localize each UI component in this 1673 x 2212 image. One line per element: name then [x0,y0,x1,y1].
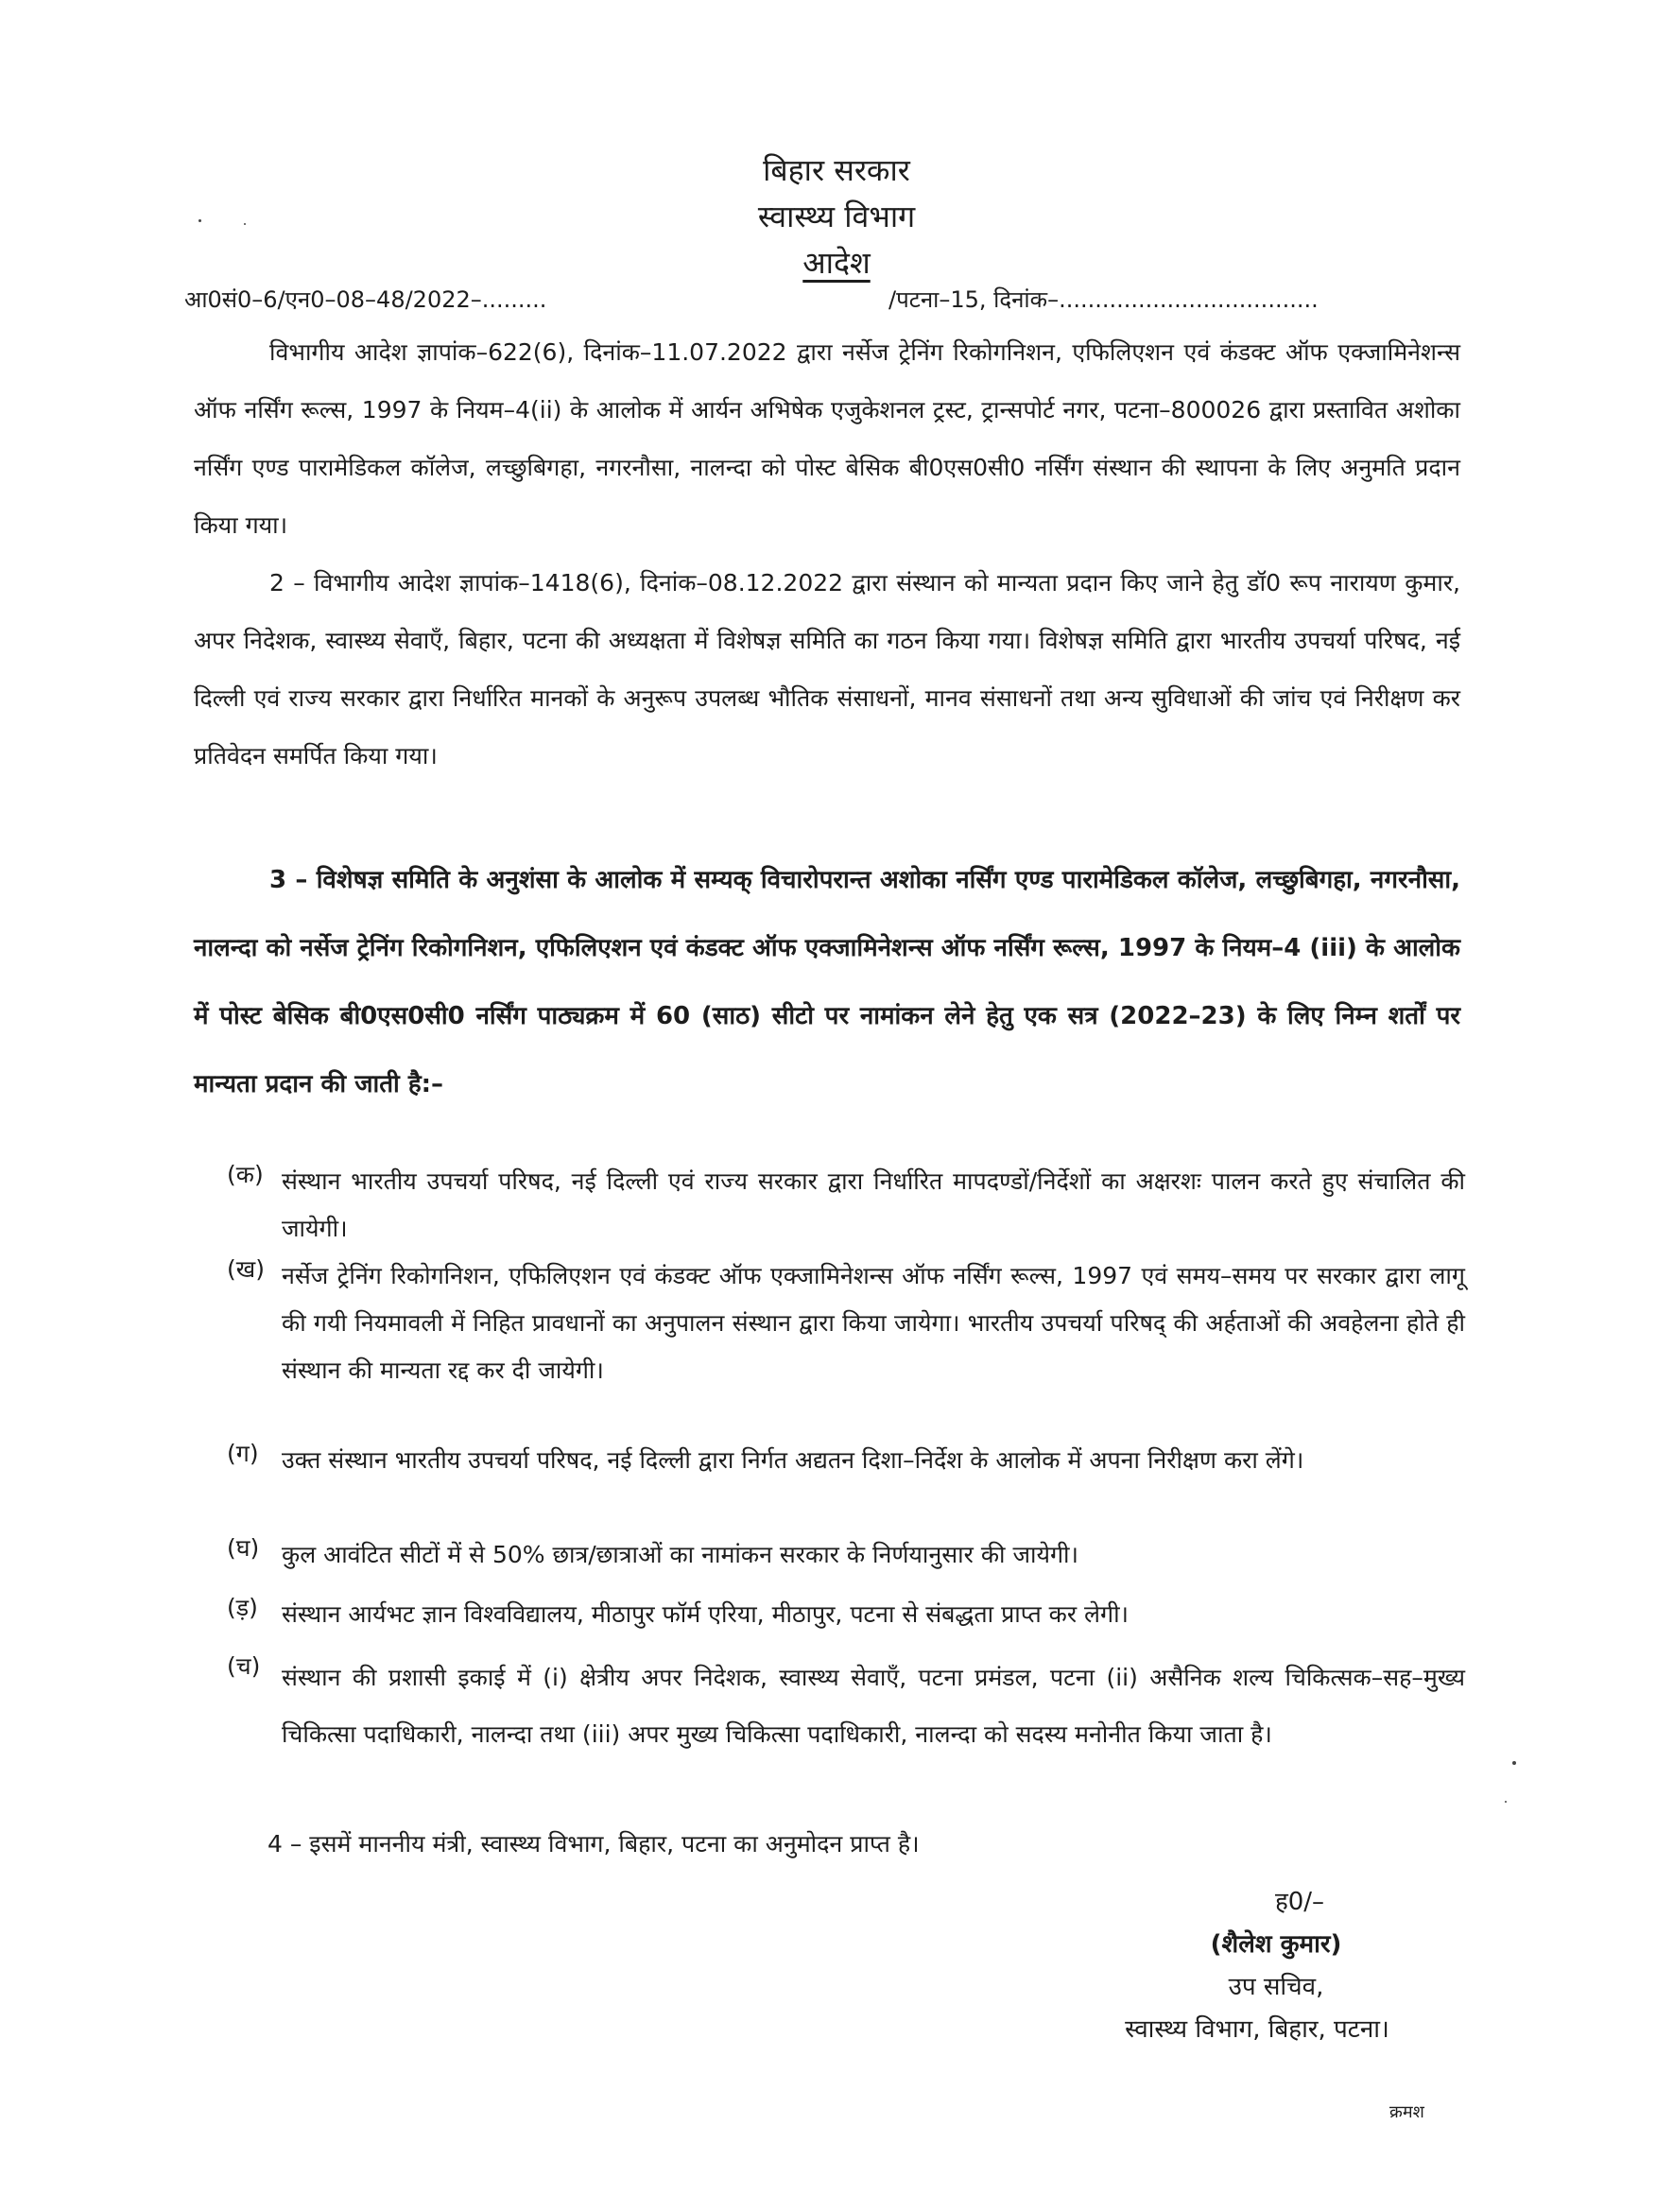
condition-ga [227,1437,1465,1484]
department-heading: स्वास्थ्य विभाग [757,199,916,234]
condition-label: (क) [227,1161,264,1188]
condition-label: (ग) [227,1440,259,1467]
continued-note: क्रमश [1389,2102,1424,2122]
signatory-office: स्वास्थ्य विभाग, बिहार, पटना। [1125,2015,1389,2044]
signed-mark: ह0/– [1274,1888,1325,1916]
order-number: आ0सं0–6/एन0–08–48/2022–......... [184,286,547,313]
paragraph-1 [194,323,1460,554]
condition-text: नर्सेज ट्रेनिंग रिकोगनिशन, एफिलिएशन एवं कंडक्ट ऑफ एक्जामिनेशन्स ऑफ नर्सिंग रूल्स, 1997 एवं समय–समय पर सरकार द्वारा लागू की गयी नियमावली में निहित प्रावधानों का अनुपालन संस्थान द्वारा किया जायेगा। भारतीय उपचर्या परिषद् की अर्हताओं की अवहेलना होते ही संस्थान की मान्यता रद्द कर दी जायेगी। [282,1262,1465,1384]
paragraph-3 [194,846,1460,1118]
condition-nga [227,1591,1465,1638]
scan-speck [244,223,246,225]
condition-text: उक्त संस्थान भारतीय उपचर्या परिषद, नई दिल्ली द्वारा निर्गत अद्यतन दिशा–निर्देश के आलोक में अपना निरीक्षण करा लेंगे। [282,1446,1304,1474]
paragraph-2 [194,554,1460,785]
government-heading: बिहार सरकार [763,152,910,188]
condition-text: संस्थान भारतीय उपचर्या परिषद, नई दिल्ली एवं राज्य सरकार द्वारा निर्धारित मापदण्डों/निर्देशों का अक्षरशः पालन करते हुए संचालित की जायेगी। [282,1167,1465,1242]
paragraph-1-text: विभागीय आदेश ज्ञापांक–622(6), दिनांक–11.07.2022 द्वारा नर्सेज ट्रेनिंग रिकोगनिशन, एफिलिएशन एवं कंडक्ट ऑफ एक्जामिनेशन्स ऑफ नर्सिंग रूल्स, 1997 के नियम–4(ii) के आलोक में आर्यन अभिषेक एजुकेशनल ट्रस्ट, ट्रान्सपोर्ट नगर, पटना–800026 द्वारा प्रस्तावित अशोका नर्सिंग एण्ड पारामेडिकल कॉलेज, लच्छुबिगहा, नगरनौसा, नालन्दा को पोस्ट बेसिक बी0एस0सी0 नर्सिंग संस्थान की स्थापना के लिए अनुमति प्रदान किया गया। [194,338,1460,539]
signatory-designation: उप सचिव, [1228,1973,1324,2001]
condition-kha [227,1253,1465,1394]
scan-speck [198,219,201,222]
condition-label: (घ) [227,1534,260,1562]
paragraph-3-text: 3 – विशेषज्ञ समिति के अनुशंसा के आलोक में सम्यक् विचारोपरान्त अशोका नर्सिंग एण्ड पारामेडिकल कॉलेज, लच्छुबिगहा, नगरनौसा, नालन्दा को नर्सेज ट्रेनिंग रिकोगनिशन, एफिलिएशन एवं कंडक्ट ऑफ एक्जामिनेशन्स ऑफ नर्सिंग रूल्स, 1997 के नियम–4 (iii) के आलोक में पोस्ट बेसिक बी0एस0सी0 नर्सिंग पाठ्यक्रम में 60 (साठ) सीटो पर नामांकन लेने हेतु एक सत्र (2022–23) के लिए निम्न शर्तों पर मान्यता प्रदान की जाती है:– [194,866,1460,1098]
scan-speck [1505,1801,1507,1803]
condition-label: (च) [227,1652,261,1680]
scan-speck [1512,1761,1516,1765]
condition-label: (ख) [227,1255,265,1283]
signature-block [1078,1881,1437,2051]
order-title [0,242,1673,283]
paragraph-2-text: 2 – विभागीय आदेश ज्ञापांक–1418(6), दिनांक–08.12.2022 द्वारा संस्थान को मान्यता प्रदान किए जाने हेतु डॉ0 रूप नारायण कुमार, अपर निदेशक, स्वास्थ्य सेवाएँ, बिहार, पटना की अध्यक्षता में विशेषज्ञ समिति का गठन किया गया। विशेषज्ञ समिति द्वारा भारतीय उपचर्या परिषद, नई दिल्ली एवं राज्य सरकार द्वारा निर्धारित मानकों के अनुरूप उपलब्ध भौतिक संसाधनों, मानव संसाधनों तथा अन्य सुविधाओं की जांच एवं निरीक्षण कर प्रतिवेदन समर्पित किया गया। [194,569,1460,769]
signatory-name: (शैलेश कुमार) [1210,1930,1342,1959]
condition-text: संस्थान की प्रशासी इकाई में (i) क्षेत्रीय अपर निदेशक, स्वास्थ्य सेवाएँ, पटना प्रमंडल, पटना (ii) असैनिक शल्य चिकित्सक–सह–मुख्य चिकित्सा पदाधिकारी, नालन्दा तथा (iii) अपर मुख्य चिकित्सा पदाधिकारी, नालन्दा को सदस्य मनोनीत किया जाता है। [282,1664,1465,1748]
place-date: /पटना–15, दिनांक–.................................... [888,286,1319,313]
condition-ka [227,1158,1465,1253]
paragraph-4-text: 4 – इसमें माननीय मंत्री, स्वास्थ्य विभाग, बिहार, पटना का अनुमोदन प्राप्त है। [267,1830,920,1858]
paragraph-4 [194,1815,1460,1873]
condition-text: संस्थान आर्यभट ज्ञान विश्वविद्यालय, मीठापुर फॉर्म एरिया, मीठापुर, पटना से संबद्धता प्राप्त कर लेगी। [282,1600,1130,1628]
condition-label: (ड़) [227,1594,258,1621]
condition-gha [227,1531,1465,1579]
condition-text: कुल आवंटित सीटों में से 50% छात्र/छात्राओं का नामांकन सरकार के निर्णयानुसार की जायेगी। [282,1541,1078,1568]
order-title-text: आदेश [802,245,871,281]
condition-cha [227,1650,1465,1763]
